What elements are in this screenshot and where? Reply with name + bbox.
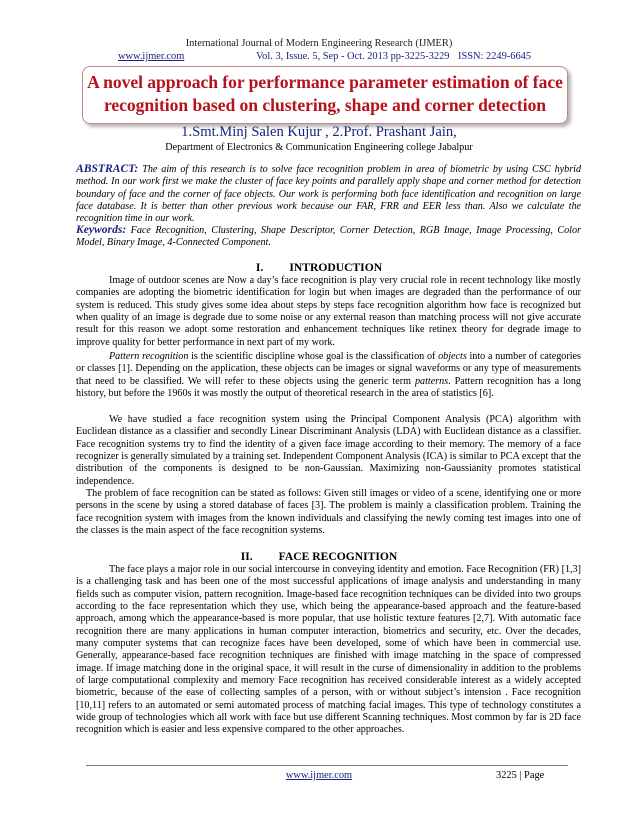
intro-paragraph-2-text-b: into a number of categories or classes [1]. Depending on the application, these objects can be images or signal waveforms or any type of measurements that need to be classified. We will refer to these objects using the generic term [76, 351, 581, 387]
intro-paragraph-3: We have studied a face recognition system using the Principal Component Analysis (PCA) algorithm with Euclidean distance as a classifier and secondly Linear Discriminant Analysis (LDA) with Euclidean distance as a classifier. Face recognition systems try to find the identity of a given face image according to their memory. The memory of a face recognizer is generally simulated by a training set. Independent Component Analysis (ICA) is similar to PCA except that the distribution of the components is designed to be non-Gaussian. Maximizing non-Gaussianity promotes statistical independence. [76, 414, 581, 487]
intro-paragraph-1: Image of outdoor scenes are Now a day’s face recognition is play very crucial role in recent technology like mostly companies are adopting the biometric identification for login but when images are degraded than the performance of our system is reduced. This study gives some idea about steps by steps face recognition algorithm how face is recognized but when quality of an image is degrade due to some noise or any external reason than matching process will not give accurate result for this reason we adopt some restoration and enhancement techniques like retinex theory for degrade image to improve quality for better performance in next part of my work. [76, 275, 581, 348]
volume-info: Vol. 3, Issue. 5, Sep - Oct. 2013 pp-3225-3229 [256, 51, 450, 62]
authors: 1.Smt.Minj Salen Kujur , 2.Prof. Prashant Jain, [181, 124, 457, 140]
keywords-label: Keywords: [76, 223, 127, 236]
intro-paragraph-4: The problem of face recognition can be stated as follows: Given still images or video of a scene, identifying one or more persons in the scene by using a stored database of faces [3]. The problem is mainly a classification problem. Training the face recognition system with images from the known individuals and classifying the newly coming test images into one of the classes is the main aspect of the face recognition systems. [76, 488, 581, 537]
keywords-text: Face Recognition, Clustering, Shape Descriptor, Corner Detection, RGB Image, Image Processing, Color Model, Binary Image, 4-Connected Component. [76, 225, 581, 249]
department: Department of Electronics & Communication Engineering college Jabalpur [165, 142, 473, 153]
footer-divider [86, 765, 568, 766]
term-pattern-recognition: Pattern recognition [109, 351, 189, 362]
journal-url-link[interactable]: www.ijmer.com [118, 51, 185, 62]
page-number: 3225 | Page [496, 770, 545, 781]
intro-paragraph-2-text-c: . Pattern recognition has a long history, but before the 1960s it was mostly the output of theoretical research in the area of statistics [6]. [76, 375, 581, 400]
keywords [76, 224, 581, 250]
abstract-label: ABSTRACT: [76, 162, 139, 175]
journal-name: International Journal of Modern Engineering Research (IJMER) [185, 38, 453, 49]
title-box [82, 66, 568, 124]
section-2-heading [0, 550, 638, 563]
abstract-text: The aim of this research is to solve face recognition problem in area of biometric by using CSC hybrid method. In our work first we make the cluster of face key points and parallely apply shape and corner method for detection boundary of face and the corner of face objects. Our work is performing both face identification and recognition on large face database. It is better than other previous work because our FAR, FRR and EER less than. Also we calculate the recognition time in our work. [76, 164, 582, 225]
section-2-number: II. [240, 550, 253, 563]
section-1-title: INTRODUCTION [289, 261, 383, 274]
intro-paragraph-2 [76, 351, 581, 400]
term-patterns: patterns [414, 375, 449, 387]
intro-paragraph-2-text-a: is the scientific discipline whose goal is the classification of [188, 351, 439, 362]
issn: ISSN: 2249-6645 [458, 51, 532, 62]
face-recognition-paragraph: The face plays a major role in our social intercourse in conveying identity and emotion. Face Recognition (FR) [1,3] is a challenging task and has been one of the most successful applications of image analysis and understanding in many fields such as computer vision, pattern recognition. Image-based face recognition techniques can be divided into two groups according to the face representation which they use, which being the appearance-based approach and the feature-based approach, among which the appearance-based is more popular, that use holistic texture features [2,7]. With automatic face recognition there are many applications in human computer interaction, biometrics and security, etc. Over the decades, many computer systems that can recognize faces have been developed, some of which have been in commercial use. Generally, appearance-based face recognition techniques are finished with image matching in the space of compressed image. If image matching done in the original space, it will result in the curse of dimensionality in addition to the problems of large computational complexity and memory Face recognition has received considerable interest as a widely accepted biometric, because of the ease of collecting samples of a person, with or without subject’s intension . Face recognition [10,11] refers to an automated or semi automated process of matching facial images. This type of technology constitutes a wide group of technologies which all work with face but use different Scanning techniques. Most common by far is 2D face recognition which is easier and less expensive compared to the other approaches. [76, 564, 581, 736]
paper-title-line-1: A novel approach for performance parameter estimation of face [87, 72, 563, 92]
footer-url-link[interactable]: www.ijmer.com [285, 770, 353, 781]
section-1-number: I. [255, 261, 264, 274]
section-1-heading [0, 261, 638, 274]
paper-title-line-2: recognition based on clustering, shape and corner detection [103, 95, 547, 115]
section-2-title: FACE RECOGNITION [278, 550, 398, 563]
abstract [76, 163, 581, 226]
term-objects: objects [438, 351, 467, 362]
